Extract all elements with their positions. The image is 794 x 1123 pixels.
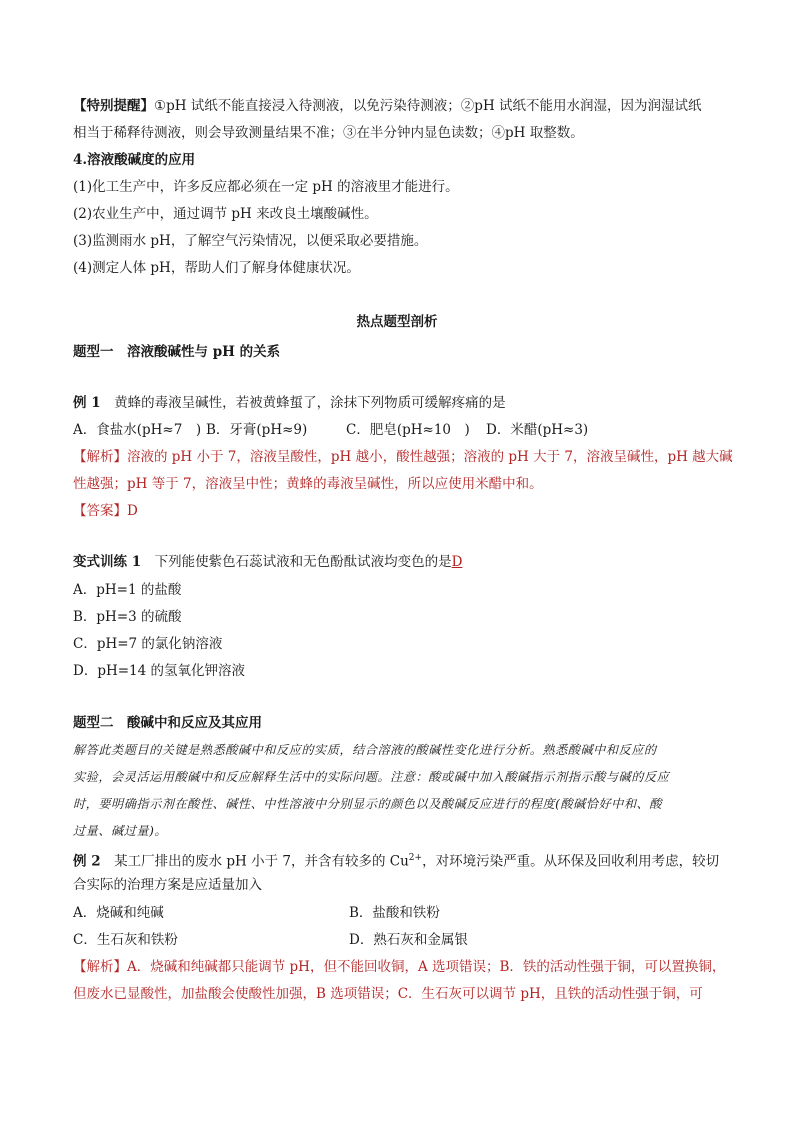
variant1-option-a: A．pH=1 的盐酸 xyxy=(73,582,182,598)
example1-option-d: D．米醋(pH≈3) xyxy=(486,422,589,438)
example2-option-b: B．盐酸和铁粉 xyxy=(349,905,440,921)
example2-question-2: 合实际的治理方案是应适量加入 xyxy=(73,877,262,893)
example1-analysis-2: 性越强；pH 等于 7，溶液呈中性；黄蜂的毒液呈碱性，所以应使用米醋中和。 xyxy=(73,476,543,492)
example2-option-a: A．烧碱和纯碱 xyxy=(73,905,164,921)
example1-question xyxy=(73,393,734,413)
example2-analysis-text-1: A．烧碱和纯碱都只能调节 pH，但不能回收铜，A 选项错误；B．铁的活动性强于铜，可以置换铜， xyxy=(127,959,726,975)
example1-answer-label: 【答案】 xyxy=(73,503,127,519)
example1-answer-value: D xyxy=(127,503,138,519)
section4-item-1: (1)化工生产中，许多反应都必须在一定 pH 的溶液里才能进行。 xyxy=(73,179,459,195)
example2-options-row-2 xyxy=(73,930,734,950)
example1-option-c: C．肥皂(pH≈10 ) xyxy=(346,422,470,438)
tips-label: 【特别提醒】 xyxy=(73,98,154,114)
section-title: 热点题型剖析 xyxy=(356,314,438,330)
type2-intro-2: 实验，会灵活运用酸碱中和反应解释生活中的实际问题。注意：酸或碱中加入酸碱指示剂指示酸与碱的反应 xyxy=(73,770,670,784)
variant1-option-b: B．pH=3 的硫酸 xyxy=(73,609,182,625)
type2-intro-4: 过量、碱过量)。 xyxy=(73,824,168,838)
example2-text-pre: 某工厂排出的废水 pH 小于 7，并含有较多的 Cu xyxy=(114,853,409,870)
tips-line-1 xyxy=(73,96,734,116)
example2-label: 例 2 xyxy=(73,853,101,870)
example1-option-a: A．食盐水(pH≈7 ) xyxy=(73,422,202,438)
example2-options-row-1 xyxy=(73,903,734,923)
section4-item-2: (2)农业生产中，通过调节 pH 来改良土壤酸碱性。 xyxy=(73,206,378,222)
variant1-text: 下列能使紫色石蕊试液和无色酚酞试液均变色的是 xyxy=(154,554,452,570)
example2-option-c: C．生石灰和铁粉 xyxy=(73,932,178,948)
section4-item-4: (4)测定人体 pH，帮助人们了解身体健康状况。 xyxy=(73,260,360,276)
type1-heading: 题型一 溶液酸碱性与 pH 的关系 xyxy=(73,344,281,360)
example2-analysis-2: 但废水已显酸性，加盐酸会使酸性加强，B 选项错误；C．生石灰可以调节 pH，且铁的活动性强于铜，可 xyxy=(73,986,703,1002)
tips-line-2: 相当于稀释待测液，则会导致测量结果不准；③在半分钟内显色读数；④pH 取整数。 xyxy=(73,125,584,141)
example1-option-b: B．牙膏(pH≈9) xyxy=(206,422,308,438)
tips-text-1: ①pH 试纸不能直接浸入待测液，以免污染待测液；②pH 试纸不能用水润湿，因为润湿试纸 xyxy=(154,98,702,114)
example1-label: 例 1 xyxy=(73,395,101,411)
variant1-label: 变式训练 1 xyxy=(73,554,142,570)
type2-intro-1: 解答此类题目的关键是熟悉酸碱中和反应的实质，结合溶液的酸碱性变化进行分析。熟悉酸碱中和反应的 xyxy=(73,743,657,757)
example2-text-post: ，对环境污染严重。从环保及回收利用考虑，较切 xyxy=(422,853,720,870)
section4-heading: 4.溶液酸碱度的应用 xyxy=(73,152,196,168)
example1-analysis-1 xyxy=(73,447,734,467)
example1-text: 黄蜂的毒液呈碱性，若被黄蜂蜇了，涂抹下列物质可缓解疼痛的是 xyxy=(114,395,506,411)
example1-analysis-text-1: 溶液的 pH 小于 7，溶液呈酸性，pH 越小，酸性越强；溶液的 pH 大于 7，溶液呈碱性，pH 越大碱 xyxy=(127,449,733,465)
example2-superscript: 2+ xyxy=(408,853,423,863)
example1-options xyxy=(73,420,734,440)
variant1-option-d: D．pH=14 的氢氧化钾溶液 xyxy=(73,663,246,679)
type2-intro-3: 时，要明确指示剂在酸性、碱性、中性溶液中分别显示的颜色以及酸碱反应进行的程度(酸碱恰好中和、酸 xyxy=(73,797,662,811)
variant1-answer: D xyxy=(451,554,463,570)
section4-item-3: (3)监测雨水 pH，了解空气污染情况，以便采取必要措施。 xyxy=(73,233,428,249)
example2-question xyxy=(73,848,734,872)
variant1-question xyxy=(73,552,734,572)
example2-analysis-label: 【解析】 xyxy=(73,959,127,975)
type2-heading: 题型二 酸碱中和反应及其应用 xyxy=(73,715,262,731)
variant1-option-c: C．pH=7 的氯化钠溶液 xyxy=(73,636,223,652)
example2-option-d: D．熟石灰和金属银 xyxy=(349,932,468,948)
example2-analysis-1 xyxy=(73,957,734,977)
example1-analysis-label: 【解析】 xyxy=(73,449,127,465)
example1-answer xyxy=(73,501,734,521)
